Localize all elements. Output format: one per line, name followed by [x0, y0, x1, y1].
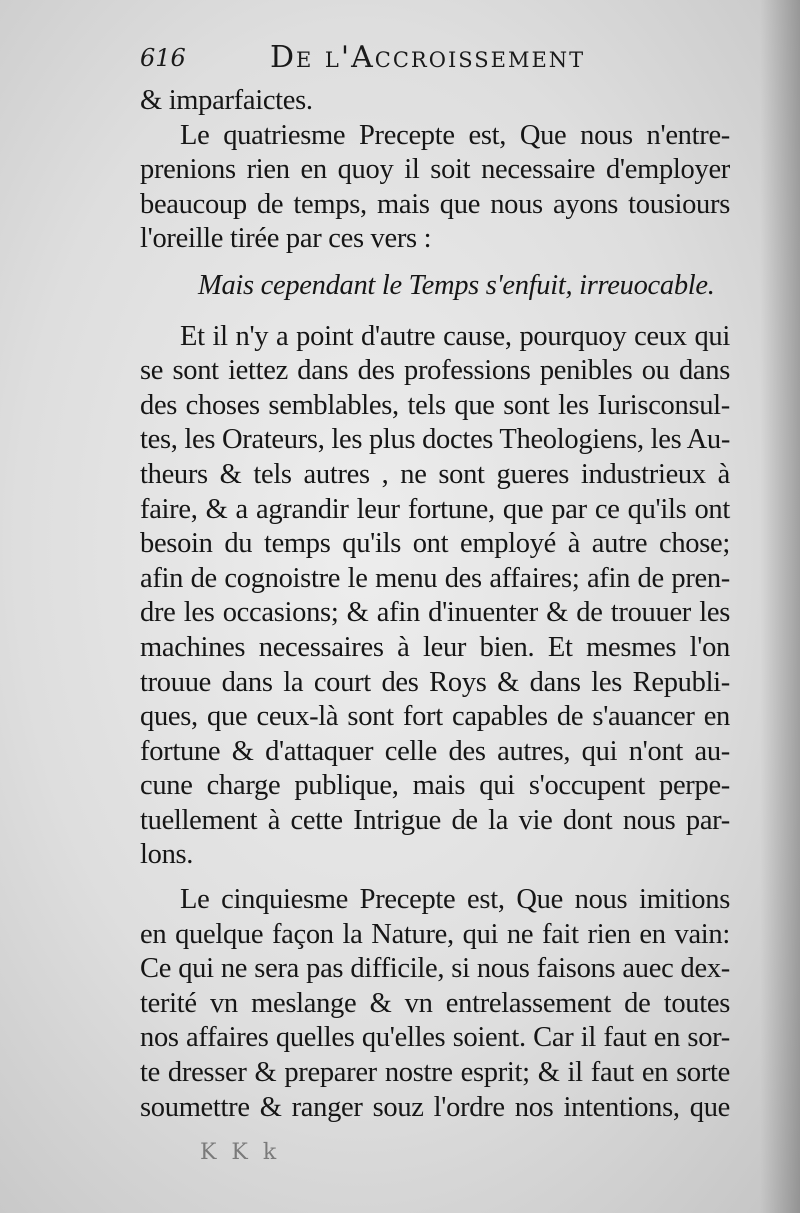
- text-line: fortune & d'attaquer celle des autres, qui n'ont au-: [140, 735, 730, 767]
- text-line: en quelque façon la Nature, qui ne fait rien en vain:: [140, 918, 730, 950]
- text-line: prenions rien en quoy il soit necessaire d'employer: [140, 154, 730, 186]
- text-line: te dresser & preparer nostre esprit; & il faut en sorte: [140, 1057, 730, 1089]
- text-line: Le cinquiesme Precepte est, Que nous imitions: [180, 884, 730, 916]
- text-line: terité vn meslange & vn entrelassement de toutes: [140, 987, 730, 1019]
- text-line: Ce qui ne sera pas difficile, si nous faisons auec dex-: [140, 953, 730, 985]
- text-line: se sont iettez dans des professions penibles ou dans: [140, 355, 730, 387]
- text-line: & imparfaictes.: [140, 85, 313, 116]
- text-line: beaucoup de temps, mais que nous ayons tousiours: [140, 188, 730, 220]
- running-head: De l'Accroissement: [270, 40, 586, 75]
- text-line: theurs & tels autres , ne sont gueres industrieux à: [140, 458, 730, 490]
- text-line: machines necessaires à leur bien. Et mesmes l'on: [140, 631, 730, 663]
- page-header: [140, 36, 730, 80]
- verse-line: Mais cependant le Temps s'enfuit, irreuocable.: [198, 269, 715, 301]
- text-line: soumettre & ranger souz l'ordre nos intentions, que: [140, 1091, 730, 1123]
- signature-mark: K K k: [200, 1140, 281, 1165]
- text-line: Le quatriesme Precepte est, Que nous n'entre-: [180, 119, 730, 151]
- body-text: [140, 84, 730, 1125]
- text-line: trouue dans la court des Roys & dans les Republi-: [140, 666, 730, 698]
- text-line: ques, que ceux-là sont fort capables de s'auancer en: [140, 701, 730, 733]
- text-line: cune charge publique, mais qui s'occupent perpe-: [140, 770, 730, 802]
- text-line: tes, les Orateurs, les plus doctes Theologiens, les Au-: [140, 424, 731, 456]
- text-line: nos affaires quelles qu'elles soient. Car il faut en sor-: [140, 1022, 730, 1054]
- text-line: tuellement à cette Intrigue de la vie dont nous par-: [140, 804, 730, 836]
- page-number: 616: [140, 44, 186, 72]
- text-line: l'oreille tirée par ces vers :: [140, 223, 432, 255]
- text-line: besoin du temps qu'ils ont employé à autre chose;: [140, 528, 730, 560]
- text-line: Et il n'y a point d'autre cause, pourquoy ceux qui: [180, 320, 730, 352]
- text-line: faire, & a agrandir leur fortune, que par ce qu'ils ont: [140, 493, 730, 525]
- text-line: des choses semblables, tels que sont les Iurisconsul-: [140, 389, 730, 421]
- text-line: lons.: [140, 839, 194, 871]
- text-line: dre les occasions; & afin d'inuenter & de trouuer les: [140, 597, 730, 629]
- text-line: afin de cognoistre le menu des affaires; afin de pren-: [140, 562, 730, 594]
